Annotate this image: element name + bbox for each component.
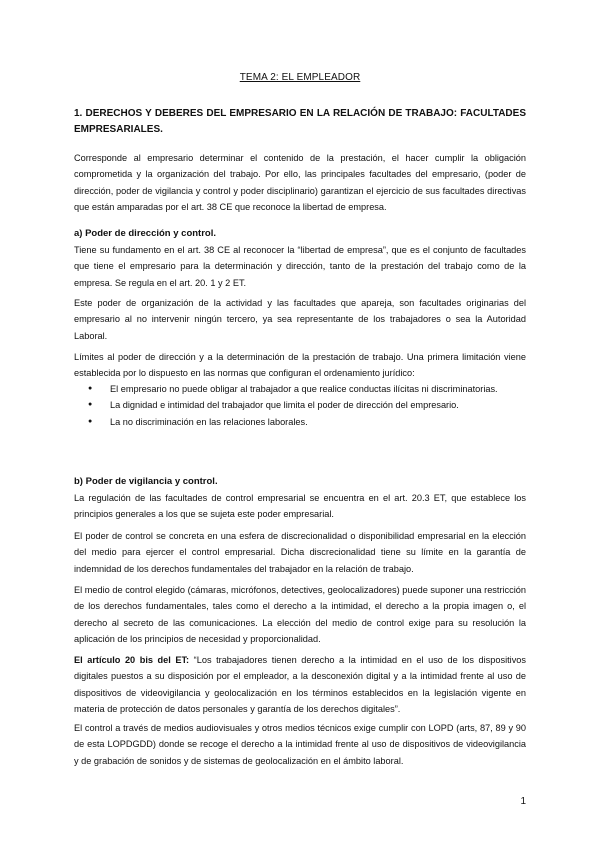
- limits-list: [88, 381, 508, 430]
- list-item: ● La no discriminación en las relaciones laborales.: [88, 414, 508, 430]
- subsection-heading-b: b) Poder de vigilancia y control.: [74, 476, 218, 487]
- paragraph-b5: El control a través de medios audiovisuales y otros medios técnicos exige cumplir con LOPD (arts, 87, 89 y 90 de esta LOPDGDD) donde se recoge el derecho a la intimidad frente al uso de dispositivos de videovigilancia y de grabación de sonidos y de sistemas de geolocalización en el ámbito laboral.: [74, 723, 526, 766]
- paragraph-b2: El poder de control se concreta en una esfera de discrecionalidad o disponibilidad empresarial en la elección del medio para ejercer el control empresarial. Dicha discrecionalidad tiene su límite en la garantía de indemnidad de los derechos fundamentales del trabajador en la relación de trabajo.: [74, 531, 526, 574]
- page-number: 1: [520, 796, 526, 807]
- section-heading: 1. DERECHOS Y DEBERES DEL EMPRESARIO EN LA RELACIÓN DE TRABAJO: FACULTADES EMPRESARIALES.: [74, 108, 526, 135]
- article-quote: “Los trabajadores tienen derecho a la intimidad en el uso de los dispositivos digitales puestos a su disposición por el empleador, a la desconexión digital y a la intimidad frente al uso de dispositivos de videovigilancia y geolocalización en los términos establecidos en la legislación vigente en materia de protección de datos personales y garantía de los derechos digitales”.: [74, 655, 526, 715]
- document-title: TEMA 2: EL EMPLEADOR: [239, 72, 361, 83]
- intro-paragraph: Corresponde al empresario determinar el contenido de la prestación, el hacer cumplir la obligación comprometida y la organización del trabajo. Por ello, las principales facultades del empresario, (poder de dirección, poder de vigilancia y control y poder disciplinario) garantizan el ejercicio de sus facultades directivas que están amparadas por el art. 38 CE que reconoce la libertad de empresa.: [74, 153, 526, 213]
- paragraph-b4: [74, 652, 526, 718]
- paragraph-b1: La regulación de las facultades de control empresarial se encuentra en el art. 20.3 ET, que establece los principios generales a los que se sujeta este poder empresarial.: [74, 493, 526, 520]
- article-reference: El artículo 20 bis del ET:: [74, 655, 190, 665]
- list-item: ● La dignidad e intimidad del trabajador que limita el poder de dirección del empresario.: [88, 397, 508, 413]
- paragraph-b3: El medio de control elegido (cámaras, micrófonos, detectives, geolocalizadores) puede suponer una restricción de los derechos fundamentales, tales como el derecho a la intimidad, el derecho a la propia imagen o, el derecho al secreto de las comunicaciones. La elección del medio de control exige para su resolución la aplicación de los principios de necesidad y proporcionalidad.: [74, 585, 526, 645]
- paragraph-a2: Este poder de organización de la actividad y las facultades que apareja, son facultades originarias del empresario al no intervenir ningún tercero, ya sea representante de los trabajadores o sea la Autoridad Laboral.: [74, 298, 526, 341]
- subsection-heading-a: a) Poder de dirección y control.: [74, 228, 217, 239]
- paragraph-a1: Tiene su fundamento en el art. 38 CE al reconocer la “libertad de empresa”, que es el conjunto de facultades que tiene el empresario para la determinación y dirección, tanto de la prestación del trabajo como de la empresa. Se regula en el art. 20. 1 y 2 ET.: [74, 245, 526, 288]
- paragraph-a3: Límites al poder de dirección y a la determinación de la prestación de trabajo. Una primera limitación viene establecida por lo dispuesto en las normas que configuran el ordenamiento jurídico:: [74, 352, 526, 379]
- list-item: ● El empresario no puede obligar al trabajador a que realice conductas ilícitas ni discriminatorias.: [88, 381, 508, 397]
